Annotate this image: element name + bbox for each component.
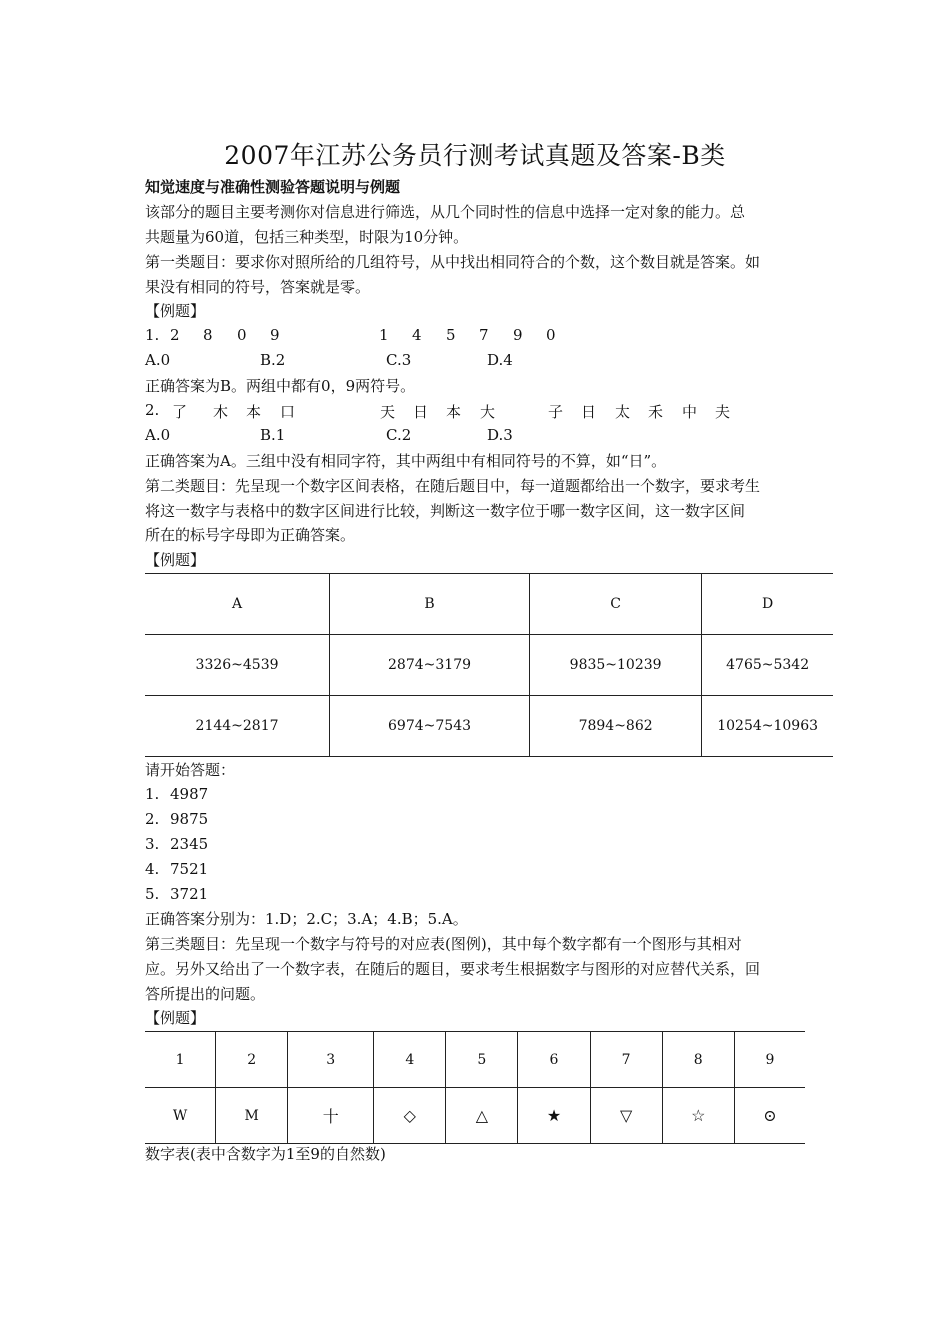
type2-line-3: 所在的标号字母即为正确答案。 (145, 526, 356, 544)
type1-line-1: 第一类题目：要求你对照所给的几组符号，从中找出相同符合的个数，这个数目就是答案。如 (145, 253, 761, 271)
example-label-1: 【例题】 (145, 302, 206, 320)
q2-list-number: 3. (145, 835, 160, 853)
q2-list-value: 7521 (170, 860, 209, 878)
q1-left-item: 0 (237, 326, 247, 344)
q1-number: 1. (145, 326, 160, 344)
q1-left-item: 9 (270, 326, 280, 344)
number-cell: 7 (590, 1032, 662, 1088)
q2-group3-item: 日 (581, 403, 597, 421)
q1-left-item: 2 (170, 326, 180, 344)
symbol-table-symbol-row (145, 1088, 805, 1144)
range-table-row (145, 635, 833, 696)
range-header-b: B (330, 574, 530, 635)
number-cell: 6 (518, 1032, 590, 1088)
q2-option-c: C.2 (386, 426, 412, 444)
example-label-3: 【例题】 (145, 1009, 206, 1027)
number-table-caption: 数字表(表中含数字为1至9的自然数) (145, 1145, 386, 1163)
range-cell: 10254~10963 (702, 696, 833, 757)
range-cell: 9835~10239 (529, 635, 701, 696)
q1-option-c: C.3 (386, 351, 412, 369)
q1-left-item: 8 (203, 326, 213, 344)
q2-list-number: 1. (145, 785, 160, 803)
type2-line-1: 第二类题目：先呈现一个数字区间表格，在随后题目中，每一道题都给出一个数字，要求考生 (145, 477, 761, 495)
circled-dot-symbol-cell: ⊙ (734, 1088, 805, 1144)
number-cell: 5 (446, 1032, 518, 1088)
range-table-header-row (145, 574, 833, 635)
q2-group2-item: 天 (380, 403, 396, 421)
q1-option-b: B.2 (260, 351, 286, 369)
q1-option-d: D.4 (487, 351, 513, 369)
intro-line-2: 共题量为60道，包括三种类型，时限为10分钟。 (145, 228, 469, 246)
symbol-table-number-row (145, 1032, 805, 1088)
q2-group3-item: 禾 (648, 403, 664, 421)
range-cell: 7894~862 (529, 696, 701, 757)
triangle-up-symbol-cell: △ (446, 1088, 518, 1144)
q2-list-number: 4. (145, 860, 160, 878)
q2-group2-item: 大 (480, 403, 496, 421)
q2-group2-item: 日 (413, 403, 429, 421)
range-cell: 3326~4539 (145, 635, 330, 696)
q2-option-d: D.3 (487, 426, 513, 444)
q1-right-item: 9 (513, 326, 523, 344)
q2-group1-item: 口 (280, 403, 296, 421)
range-header-a: A (145, 574, 330, 635)
range-cell: 4765~5342 (702, 635, 833, 696)
intro-line-1: 该部分的题目主要考测你对信息进行筛选，从几个同时性的信息中选择一定对象的能力。总 (145, 203, 746, 221)
range-table (145, 573, 833, 757)
q2-list-number: 2. (145, 810, 160, 828)
q2-group3-item: 子 (548, 403, 564, 421)
number-cell: 3 (288, 1032, 374, 1088)
type3-line-1: 第三类题目：先呈现一个数字与符号的对应表(图例)，其中每个数字都有一个图形与其相对 (145, 935, 742, 953)
q2-list-value: 4987 (170, 785, 209, 803)
q2-list-value: 3721 (170, 885, 209, 903)
q2-number: 2. (145, 401, 160, 419)
q2-group1-item: 本 (246, 403, 262, 421)
q2-group2-item: 本 (446, 403, 462, 421)
number-cell: 1 (145, 1032, 216, 1088)
symbol-w-cell: W (145, 1088, 216, 1144)
range-header-c: C (529, 574, 701, 635)
q1-right-item: 4 (412, 326, 422, 344)
q1-right-item: 7 (479, 326, 489, 344)
q1-right-item: 1 (379, 326, 389, 344)
outline-star-symbol-cell: ☆ (662, 1088, 734, 1144)
section-heading: 知觉速度与准确性测验答题说明与例题 (145, 178, 401, 196)
q2-group1-item: 了 (172, 403, 188, 421)
q2-group3-item: 夫 (715, 403, 731, 421)
q1-option-a: A.0 (145, 351, 171, 369)
q1-right-item: 5 (446, 326, 456, 344)
answers2: 正确答案分别为：1.D；2.C；3.A；4.B；5.A。 (145, 910, 468, 928)
type3-line-3: 答所提出的问题。 (145, 985, 266, 1003)
number-cell: 4 (374, 1032, 446, 1088)
symbol-m-cell: M (216, 1088, 288, 1144)
q2-answer: 正确答案为A。三组中没有相同字符，其中两组中有相同符号的不算，如“日”。 (145, 452, 667, 470)
q2-list-value: 2345 (170, 835, 209, 853)
range-cell: 2874~3179 (330, 635, 530, 696)
start-label: 请开始答题： (145, 761, 236, 779)
q2-option-b: B.1 (260, 426, 286, 444)
q2-group3-item: 中 (682, 403, 698, 421)
triangle-down-symbol-cell: ▽ (590, 1088, 662, 1144)
number-cell: 2 (216, 1032, 288, 1088)
cross-symbol-cell: 十 (288, 1088, 374, 1144)
q2-list-number: 5. (145, 885, 160, 903)
q2-option-a: A.0 (145, 426, 171, 444)
range-cell: 6974~7543 (330, 696, 530, 757)
range-cell: 2144~2817 (145, 696, 330, 757)
type2-line-2: 将这一数字与表格中的数字区间进行比较，判断这一数字位于哪一数字区间，这一数字区间 (145, 502, 746, 520)
q1-answer: 正确答案为B。两组中都有0，9两符号。 (145, 377, 416, 395)
page-title: 2007年江苏公务员行测考试真题及答案-B类 (224, 141, 726, 170)
filled-star-symbol-cell: ★ (518, 1088, 590, 1144)
type3-line-2: 应。另外又给出了一个数字表，在随后的题目，要求考生根据数字与图形的对应替代关系，回 (145, 960, 761, 978)
q2-list-value: 9875 (170, 810, 209, 828)
number-cell: 9 (734, 1032, 805, 1088)
symbol-table (145, 1031, 805, 1144)
q2-group1-item: 木 (213, 403, 229, 421)
range-table-row (145, 696, 833, 757)
example-label-2: 【例题】 (145, 551, 206, 569)
q1-right-item: 0 (546, 326, 556, 344)
type1-line-2: 果没有相同的符号，答案就是零。 (145, 278, 371, 296)
number-cell: 8 (662, 1032, 734, 1088)
range-header-d: D (702, 574, 833, 635)
diamond-symbol-cell: ◇ (374, 1088, 446, 1144)
q2-group3-item: 太 (615, 403, 631, 421)
